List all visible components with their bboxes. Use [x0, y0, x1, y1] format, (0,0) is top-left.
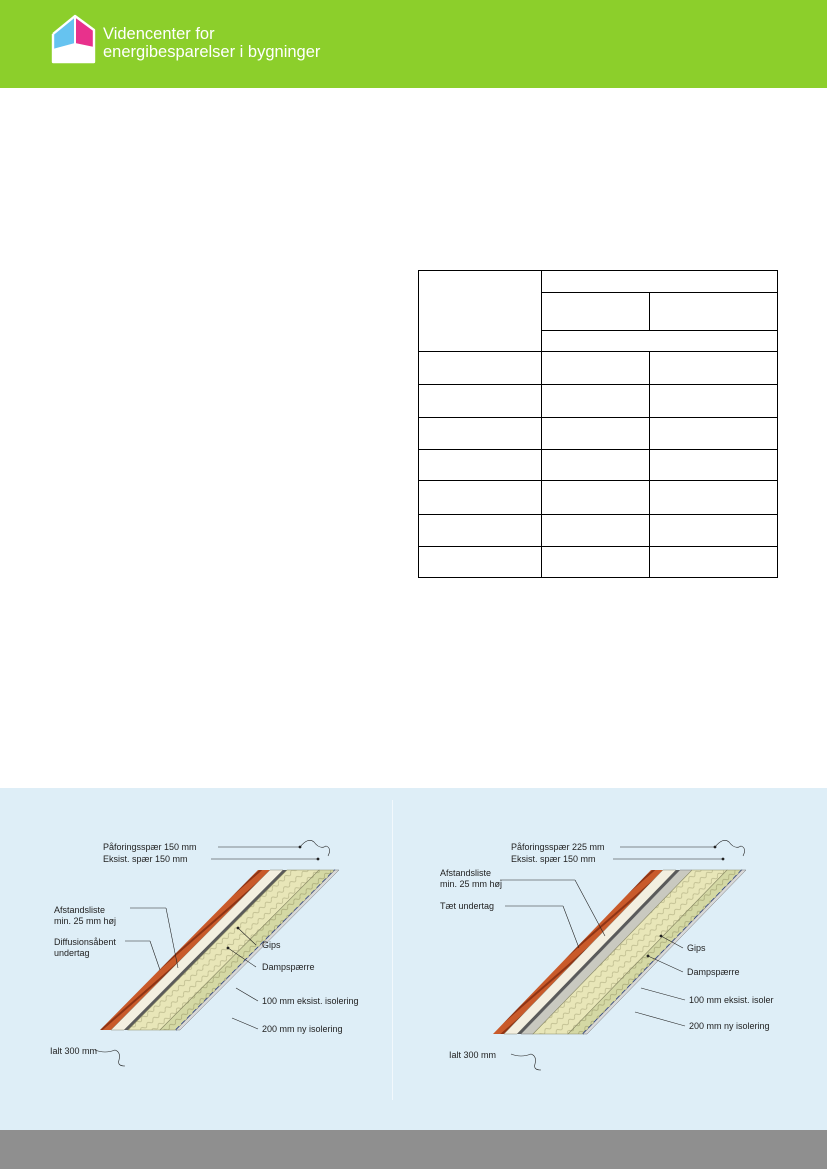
- new-insulation: [128, 870, 319, 1030]
- table-cell: [419, 514, 542, 546]
- table-cell: [542, 418, 650, 449]
- table-unit-cell: [542, 331, 778, 352]
- label-afstandsliste: Afstandsliste: [54, 905, 106, 915]
- label-eksist-spaer: Eksist. spær 150 mm: [103, 854, 188, 864]
- label-undertag: Tæt undertag: [440, 901, 495, 911]
- footer-band: [0, 1130, 827, 1169]
- table-cell: [542, 546, 650, 577]
- table-row: [419, 514, 778, 546]
- label-gips: Gips: [687, 943, 706, 953]
- illustration-band: [0, 788, 827, 1130]
- table-cell: [419, 418, 542, 449]
- label-eksist-isolering: 100 mm eksist. isoler: [689, 995, 774, 1005]
- table-cell: [542, 514, 650, 546]
- undertag-layer: [124, 870, 287, 1030]
- label-ny-isolering: 200 mm ny isolering: [262, 1024, 343, 1034]
- table-row: [419, 385, 778, 418]
- logo-line-2: energibesparelser i bygninger: [103, 43, 321, 61]
- table-cell: [542, 449, 650, 480]
- table-cell: [419, 480, 542, 514]
- label-ny-isolering: 200 mm ny isolering: [689, 1021, 770, 1031]
- table-cell: [650, 385, 778, 418]
- table-row: [419, 546, 778, 577]
- table-corner-cell: [419, 271, 542, 352]
- table-cell: [542, 385, 650, 418]
- table-header-cell: [542, 271, 778, 293]
- table-row: [419, 271, 778, 293]
- table-row: [419, 449, 778, 480]
- table-cell: [650, 514, 778, 546]
- table-cell: [650, 449, 778, 480]
- label-dampspaerre: Dampspærre: [262, 962, 315, 972]
- roof-section-right: [393, 788, 827, 1088]
- table-cell: [542, 480, 650, 514]
- table-cell: [650, 546, 778, 577]
- table-cell: [419, 449, 542, 480]
- label-paaforingsspaer: Påforingsspær 150 mm: [103, 842, 197, 852]
- table-cell: [650, 418, 778, 449]
- label-afstandsliste-height: min. 25 mm høj: [54, 916, 117, 926]
- table-cell: [419, 352, 542, 385]
- header-band: [0, 0, 827, 88]
- label-ialt: Ialt 300 mm: [50, 1046, 98, 1056]
- table-cell: [650, 480, 778, 514]
- label-ialt: Ialt 300 mm: [449, 1050, 497, 1060]
- table-cell: [542, 352, 650, 385]
- logo-text: [103, 25, 320, 61]
- label-afstandsliste-height: min. 25 mm høj: [440, 879, 503, 889]
- logo-line-1: Videncenter for: [103, 25, 215, 43]
- table-subheader-cell: [542, 293, 650, 331]
- label-dampspaerre: Dampspærre: [687, 967, 740, 977]
- table-row: [419, 480, 778, 514]
- data-table: [418, 270, 778, 578]
- label-gips: Gips: [262, 940, 281, 950]
- label-undertag-2: undertag: [54, 948, 90, 958]
- table-subheader-cell: [650, 293, 778, 331]
- roof-section-left: [0, 788, 392, 1088]
- table-row: [419, 418, 778, 449]
- table-row: [419, 352, 778, 385]
- label-paaforingsspaer: Påforingsspær 225 mm: [511, 842, 605, 852]
- label-eksist-spaer: Eksist. spær 150 mm: [511, 854, 596, 864]
- table-cell: [650, 352, 778, 385]
- label-afstandsliste: Afstandsliste: [440, 868, 492, 878]
- label-undertag: Diffusionsåbent: [54, 937, 116, 947]
- house-icon: [48, 14, 98, 66]
- table-cell: [419, 385, 542, 418]
- label-eksist-isolering: 100 mm eksist. isolering: [262, 996, 359, 1006]
- table-cell: [419, 546, 542, 577]
